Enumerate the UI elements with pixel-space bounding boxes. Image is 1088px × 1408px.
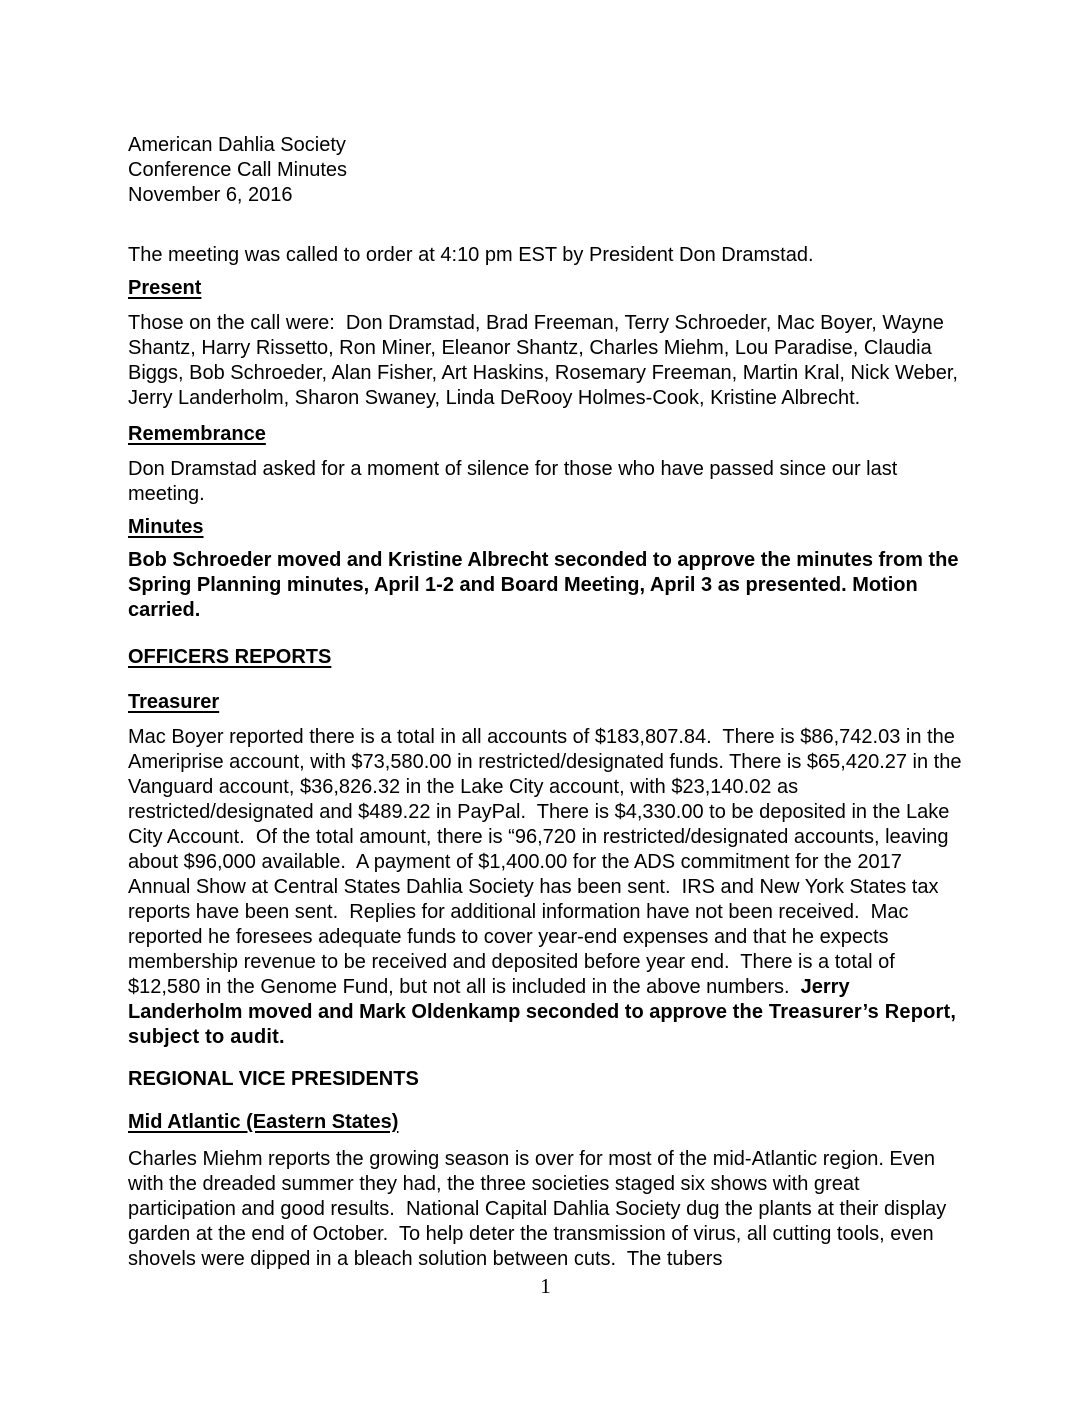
heading-regional-vice-presidents: REGIONAL VICE PRESIDENTS: [128, 1068, 419, 1090]
document-date: November 6, 2016: [128, 184, 293, 206]
present-paragraph: Those on the call were: Don Dramstad, Brad Freeman, Terry Schroeder, Mac Boyer, Wayne Shantz, Harry Rissetto, Ron Miner, Eleanor Shantz, Charles Miehm, Lou Paradise, Claudia Biggs, Bob Schroeder, Alan Fisher, Art Haskins, Rosemary Freeman, Martin Kral, Nick Weber, Jerry Landerholm, Sharon Swaney, Linda DeRooy Holmes-Cook, Kristine Albrecht.: [128, 312, 964, 409]
treasurer-motion-tail: the Treasurer’s Report, subject to audit.: [128, 1001, 962, 1048]
document-header: [128, 133, 963, 208]
heading-present: Present: [128, 277, 202, 299]
treasurer-report-text: Mac Boyer reported there is a total in all accounts of $183,807.84. There is $86,742.03 in the Ameriprise account, with $73,580.00 in restricted/designated funds. There is $65,420.27 in the Vanguard account, $36,826.32 in the Lake City account, with $23,140.02 as restricted/designated and $489.22 in PayPal. There is $4,330.00 to be deposited in the Lake City Account. Of the total amount, there is “96,720 in restricted/designated accounts, leaving about $96,000 available. A payment of $1,400.00 for the ADS commitment for the 2017 Annual Show at Central States Dahlia Society has been sent. IRS and New York States tax reports have been sent. Replies for additional information have not been received. Mac reported he foresees adequate funds to cover year-end expenses and that he expects membership revenue to be received and deposited before year end. There is a total of $12,580 in the Genome Fund, but not all is included in the above numbers.: [128, 726, 968, 998]
heading-minutes: Minutes: [128, 516, 204, 538]
treasurer-motion-bold: Jerry Landerholm moved and Mark Oldenkamp seconded to approve: [128, 976, 856, 1023]
org-name: American Dahlia Society: [128, 134, 346, 156]
heading-remembrance: Remembrance: [128, 423, 266, 445]
heading-mid-atlantic: Mid Atlantic (Eastern States): [128, 1111, 399, 1133]
minutes-motion-paragraph: Bob Schroeder moved and Kristine Albrecht seconded to approve the minutes from the Spring Planning minutes, April 1-2 and Board Meeting, April 3 as presented. Motion carried.: [128, 549, 965, 621]
document-title: Conference Call Minutes: [128, 159, 347, 181]
treasurer-paragraph: [128, 725, 968, 1050]
remembrance-paragraph: Don Dramstad asked for a moment of silence for those who have passed since our last meeting.: [128, 458, 903, 505]
heading-treasurer: Treasurer: [128, 691, 220, 713]
page-number: 1: [540, 1274, 551, 1298]
page-footer: [128, 1274, 963, 1299]
mid-atlantic-paragraph: Charles Miehm reports the growing season is over for most of the mid-Atlantic region. Even with the dreaded summer they had, the three societies staged six shows with great participation and good results. National Capital Dahlia Society dug the plants at their display garden at the end of October. To help deter the transmission of virus, all cutting tools, even shovels were dipped in a bleach solution between cuts. The tubers: [128, 1148, 952, 1270]
heading-officers-reports: OFFICERS REPORTS: [128, 646, 332, 668]
intro-paragraph: The meeting was called to order at 4:10 pm EST by President Don Dramstad.: [128, 244, 814, 266]
